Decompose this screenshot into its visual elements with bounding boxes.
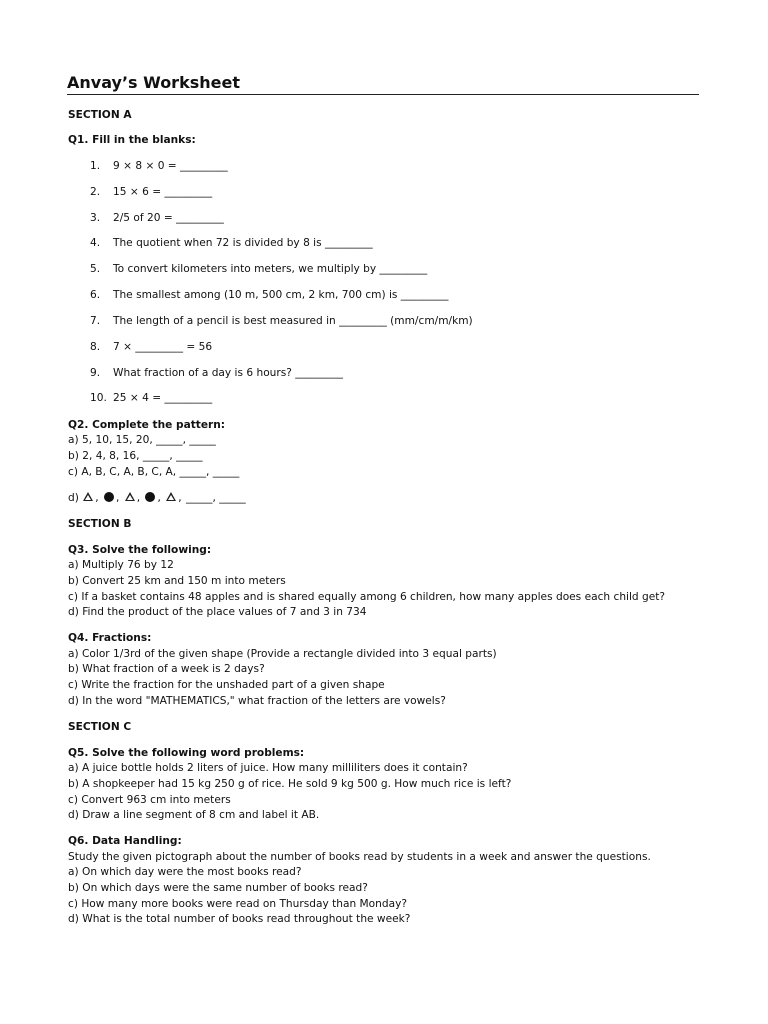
q4-line: c) Write the fraction for the unshaded part of a given shape — [68, 679, 385, 691]
q3-line: d) Find the product of the place values of 7 and 3 in 734 — [68, 606, 367, 618]
q1-item-number: 5. — [90, 263, 101, 275]
q6-line: Study the given pictograph about the number of books read by students in a week and answer the questions. — [68, 851, 651, 863]
q4-line: d) In the word "MATHEMATICS," what fraction of the letters are vowels? — [68, 695, 446, 707]
q6-line: a) On which day were the most books read? — [68, 866, 302, 878]
q1-item-text: To convert kilometers into meters, we multiply by _________ — [113, 263, 428, 275]
q2-pattern-d-prefix: d) — [68, 492, 79, 504]
q1-item-number: 4. — [90, 237, 101, 249]
q1-item-number: 7. — [90, 315, 101, 327]
q2-pattern-a: a) 5, 10, 15, 20, _____, _____ — [68, 434, 216, 446]
q3-line: c) If a basket contains 48 apples and is shared equally among 6 children, how many apples does each child get? — [68, 591, 666, 603]
triangle-icon — [166, 492, 176, 501]
q6-line: d) What is the total number of books read throughout the week? — [68, 913, 411, 925]
q1-item-text: 9 × 8 × 0 = _________ — [113, 160, 228, 172]
q1-item-text: The quotient when 72 is divided by 8 is _________ — [113, 237, 373, 249]
q6-line: c) How many more books were read on Thursday than Monday? — [68, 898, 407, 910]
section-a-heading: SECTION A — [68, 109, 132, 121]
q2-pattern-b: b) 2, 4, 8, 16, _____, _____ — [68, 450, 203, 462]
filled-circle-icon — [145, 492, 155, 502]
q3-line: b) Convert 25 km and 150 m into meters — [68, 575, 286, 587]
filled-circle-icon — [104, 492, 114, 502]
q1-item-number: 9. — [90, 367, 101, 379]
q6-heading: Q6. Data Handling: — [68, 835, 182, 847]
q4-line: a) Color 1/3rd of the given shape (Provide a rectangle divided into 3 equal parts) — [68, 648, 497, 660]
q1-item-number: 2. — [90, 186, 101, 198]
q2-pattern-c: c) A, B, C, A, B, C, A, _____, _____ — [68, 466, 240, 478]
q1-item-text: What fraction of a day is 6 hours? _________ — [113, 367, 343, 379]
q1-item-text: 7 × _________ = 56 — [113, 341, 213, 353]
q1-item-number: 1. — [90, 160, 101, 172]
q1-item-number: 6. — [90, 289, 101, 301]
q1-item-number: 8. — [90, 341, 101, 353]
q5-line: c) Convert 963 cm into meters — [68, 794, 231, 806]
q6-line: b) On which days were the same number of books read? — [68, 882, 368, 894]
q1-item-number: 3. — [90, 212, 101, 224]
triangle-icon — [125, 492, 135, 501]
q1-item-text: 15 × 6 = _________ — [113, 186, 213, 198]
q5-line: b) A shopkeeper had 15 kg 250 g of rice. He sold 9 kg 500 g. How much rice is left? — [68, 778, 512, 790]
q1-item-text: The smallest among (10 m, 500 cm, 2 km, 700 cm) is _________ — [113, 289, 449, 301]
q5-heading: Q5. Solve the following word problems: — [68, 747, 305, 759]
q2-heading: Q2. Complete the pattern: — [68, 419, 226, 431]
q1-item-text: The length of a pencil is best measured in _________ (mm/cm/m/km) — [113, 315, 473, 327]
triangle-icon — [83, 492, 93, 501]
q1-item-number: 10. — [90, 392, 107, 404]
section-c-heading: SECTION C — [68, 721, 132, 733]
q5-line: d) Draw a line segment of 8 cm and label it AB. — [68, 809, 320, 821]
section-b-heading: SECTION B — [68, 518, 132, 530]
q2-pattern-d-blanks: _____, _____ — [185, 492, 246, 504]
page-title: Anvay’s Worksheet — [67, 72, 699, 95]
q4-heading: Q4. Fractions: — [68, 632, 152, 644]
q1-item-text: 25 × 4 = _________ — [113, 392, 213, 404]
q4-line: b) What fraction of a week is 2 days? — [68, 663, 265, 675]
q5-line: a) A juice bottle holds 2 liters of juice. How many milliliters does it contain? — [68, 762, 468, 774]
q3-line: a) Multiply 76 by 12 — [68, 559, 174, 571]
q1-heading: Q1. Fill in the blanks: — [68, 134, 196, 146]
q3-heading: Q3. Solve the following: — [68, 544, 212, 556]
q2-pattern-d: d) , , , , , _____, _____ — [68, 492, 246, 504]
q1-item-text: 2/5 of 20 = _________ — [113, 212, 224, 224]
